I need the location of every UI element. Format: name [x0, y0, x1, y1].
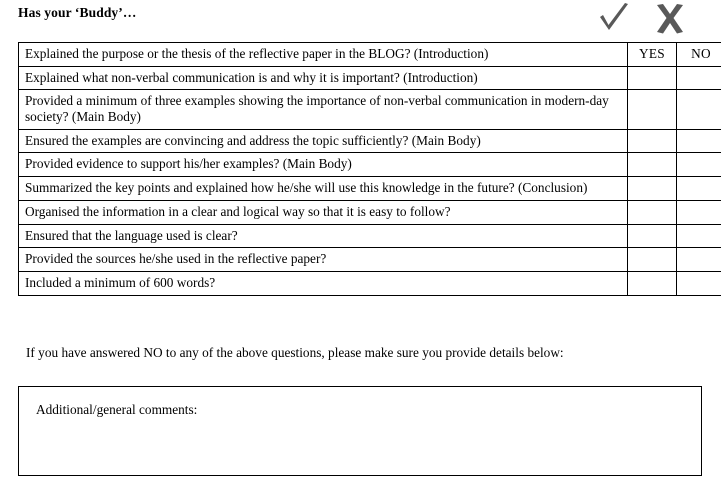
no-checkbox-cell[interactable]: [677, 66, 721, 90]
no-checkbox-cell[interactable]: [677, 200, 721, 224]
yes-checkbox-cell[interactable]: [628, 129, 677, 153]
yes-checkbox-cell[interactable]: [628, 153, 677, 177]
yes-checkbox-cell[interactable]: [628, 224, 677, 248]
question-cell: Ensured that the language used is clear?: [19, 224, 628, 248]
table-row: [19, 153, 721, 177]
question-cell: Provided a minimum of three examples showing the importance of non-verbal communication in modern-day society? (Main Body): [19, 90, 628, 129]
header: [18, 2, 703, 40]
question-cell: Explained the purpose or the thesis of the reflective paper in the BLOG? (Introduction): [19, 43, 628, 67]
column-header-yes: YES: [628, 43, 677, 67]
no-checkbox-cell[interactable]: [677, 153, 721, 177]
table-row: [19, 177, 721, 201]
question-cell: Explained what non-verbal communication is and why it is important? (Introduction): [19, 66, 628, 90]
table-row: [19, 129, 721, 153]
check-mark-icon: [597, 2, 631, 36]
checklist-body: [19, 43, 721, 296]
table-row: [19, 271, 721, 295]
instruction-note: If you have answered NO to any of the above questions, please make sure you provide details below:: [26, 345, 564, 360]
page-title: Has your ‘Buddy’…: [18, 5, 137, 20]
comments-box[interactable]: [18, 386, 702, 476]
yes-checkbox-cell[interactable]: [628, 271, 677, 295]
no-checkbox-cell[interactable]: [677, 177, 721, 201]
no-checkbox-cell[interactable]: [677, 90, 721, 129]
yes-checkbox-cell[interactable]: [628, 200, 677, 224]
no-checkbox-cell[interactable]: [677, 248, 721, 272]
question-cell: Included a minimum of 600 words?: [19, 271, 628, 295]
question-cell: Ensured the examples are convincing and address the topic sufficiently? (Main Body): [19, 129, 628, 153]
question-cell: Provided the sources he/she used in the reflective paper?: [19, 248, 628, 272]
yes-checkbox-cell[interactable]: [628, 177, 677, 201]
column-header-no: NO: [677, 43, 721, 67]
question-cell: Summarized the key points and explained how he/she will use this knowledge in the future? (Conclusion): [19, 177, 628, 201]
table-row: [19, 200, 721, 224]
no-checkbox-cell[interactable]: [677, 129, 721, 153]
marking-icons: [593, 2, 703, 38]
no-checkbox-cell[interactable]: [677, 271, 721, 295]
comments-label: Additional/general comments:: [36, 402, 198, 417]
table-row: [19, 224, 721, 248]
table-row: [19, 43, 721, 67]
yes-checkbox-cell[interactable]: [628, 66, 677, 90]
no-checkbox-cell[interactable]: [677, 224, 721, 248]
cross-mark-icon: [653, 3, 687, 37]
table-row: [19, 90, 721, 129]
question-cell: Organised the information in a clear and logical way so that it is easy to follow?: [19, 200, 628, 224]
table-row: [19, 248, 721, 272]
yes-checkbox-cell[interactable]: [628, 90, 677, 129]
yes-checkbox-cell[interactable]: [628, 248, 677, 272]
table-row: [19, 66, 721, 90]
checklist-table: [18, 42, 721, 296]
question-cell: Provided evidence to support his/her examples? (Main Body): [19, 153, 628, 177]
